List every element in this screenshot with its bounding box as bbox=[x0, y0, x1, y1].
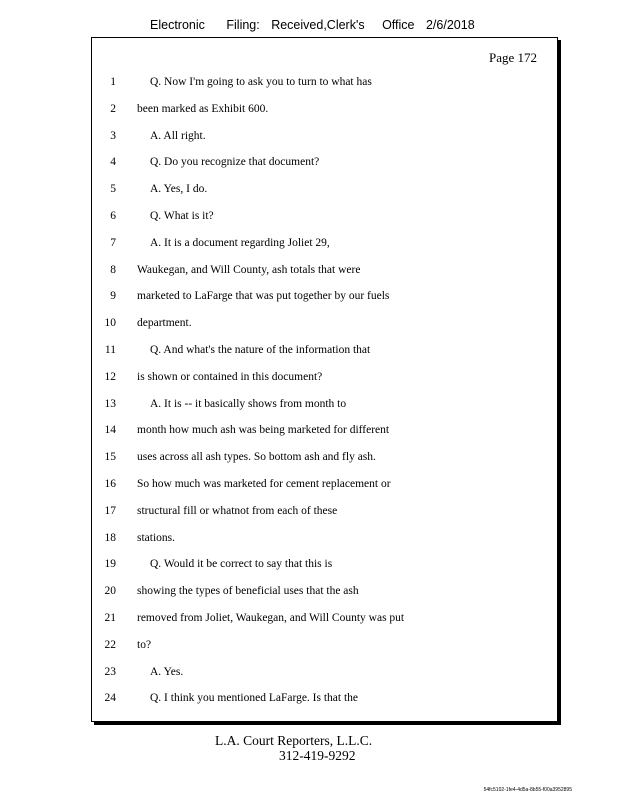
line-text: A. It is a document regarding Joliet 29, bbox=[150, 236, 330, 249]
transcript-line bbox=[92, 503, 557, 519]
transcript-line bbox=[92, 74, 557, 90]
transcript-line bbox=[92, 208, 557, 224]
line-text: month how much ash was being marketed for different bbox=[137, 424, 390, 437]
transcript-line bbox=[92, 154, 557, 170]
line-number: 1 bbox=[110, 76, 116, 88]
line-number: 20 bbox=[104, 585, 116, 598]
line-text: Waukegan, and Will County, ash totals that were bbox=[137, 263, 361, 276]
header-filing: Filing: bbox=[226, 18, 260, 32]
line-number: 18 bbox=[104, 531, 116, 544]
transcript-line bbox=[92, 101, 557, 117]
line-number: 16 bbox=[104, 478, 116, 490]
filing-header bbox=[150, 18, 475, 32]
line-number: 4 bbox=[110, 156, 116, 169]
line-number: 2 bbox=[110, 102, 116, 115]
transcript-line bbox=[92, 342, 557, 358]
line-text: Q. And what's the nature of the information that bbox=[150, 344, 371, 356]
line-text: showing the types of beneficial uses that the ash bbox=[137, 585, 359, 598]
line-number: 12 bbox=[104, 370, 116, 383]
line-number: 19 bbox=[104, 558, 116, 571]
transcript-line bbox=[92, 449, 557, 465]
transcript-line bbox=[92, 556, 557, 572]
line-number: 8 bbox=[110, 263, 116, 276]
transcript-line bbox=[92, 288, 557, 304]
transcript-line bbox=[92, 235, 557, 251]
header-electronic: Electronic bbox=[150, 18, 205, 32]
line-text: uses across all ash types. So bottom ash and fly ash. bbox=[137, 451, 376, 464]
line-text: A. Yes, I do. bbox=[150, 183, 208, 196]
transcript-line bbox=[92, 690, 557, 706]
footer bbox=[215, 733, 372, 763]
line-text: structural fill or whatnot from each of these bbox=[137, 504, 338, 517]
page-number: Page 172 bbox=[488, 50, 537, 65]
line-text: Q. Would it be correct to say that this is bbox=[150, 558, 333, 571]
transcript-line bbox=[92, 610, 557, 626]
transcript-line bbox=[92, 369, 557, 385]
line-text: Q. Do you recognize that document? bbox=[150, 156, 320, 169]
line-text: removed from Joliet, Waukegan, and Will County was put bbox=[137, 612, 405, 624]
line-number: 24 bbox=[104, 692, 116, 705]
line-number: 17 bbox=[104, 504, 116, 517]
header-received: Received,Clerk's bbox=[271, 18, 365, 32]
transcript-line bbox=[92, 637, 557, 653]
line-number: 9 bbox=[110, 290, 116, 303]
document-id: 54fc5102-1fe4-4d5a-8b55-f00a3952895 bbox=[483, 787, 572, 793]
line-text: department. bbox=[137, 317, 192, 330]
transcript-line bbox=[92, 128, 557, 144]
transcript-line bbox=[92, 476, 557, 492]
header-date: 2/6/2018 bbox=[425, 18, 475, 32]
line-number: 21 bbox=[104, 612, 116, 624]
line-number: 7 bbox=[110, 236, 116, 249]
line-number: 3 bbox=[110, 129, 116, 142]
line-text: stations. bbox=[137, 531, 176, 544]
transcript-line bbox=[92, 422, 557, 438]
footer-company: L.A. Court Reporters, L.L.C. bbox=[215, 733, 373, 748]
line-number: 14 bbox=[104, 424, 116, 437]
line-number: 11 bbox=[104, 344, 116, 356]
line-number: 10 bbox=[104, 317, 116, 330]
transcript-line bbox=[92, 664, 557, 680]
line-number: 5 bbox=[110, 183, 116, 196]
line-text: A. It is -- it basically shows from month to bbox=[150, 397, 347, 410]
transcript-line bbox=[92, 396, 557, 412]
header-office: Office bbox=[382, 18, 415, 32]
line-number: 6 bbox=[110, 210, 116, 222]
line-text: Q. I think you mentioned LaFarge. Is that the bbox=[150, 692, 359, 705]
line-text: So how much was marketed for cement replacement or bbox=[137, 478, 391, 490]
line-text: A. All right. bbox=[150, 129, 206, 142]
line-number: 22 bbox=[104, 638, 116, 651]
transcript-page bbox=[91, 37, 558, 722]
line-text: been marked as Exhibit 600. bbox=[137, 102, 269, 115]
transcript-line bbox=[92, 315, 557, 331]
transcript-line bbox=[92, 181, 557, 197]
line-text: marketed to LaFarge that was put together by our fuels bbox=[137, 290, 390, 303]
line-number: 15 bbox=[104, 451, 116, 464]
line-number: 13 bbox=[104, 397, 116, 410]
line-text: Q. What is it? bbox=[150, 210, 214, 222]
line-text: Q. Now I'm going to ask you to turn to what has bbox=[150, 76, 372, 88]
line-text: to? bbox=[137, 638, 152, 651]
footer-phone: 312-419-9292 bbox=[279, 748, 356, 763]
transcript-line bbox=[92, 262, 557, 278]
line-text: is shown or contained in this document? bbox=[137, 370, 323, 383]
transcript-line bbox=[92, 530, 557, 546]
transcript-line bbox=[92, 583, 557, 599]
line-text: A. Yes. bbox=[150, 665, 184, 678]
line-number: 23 bbox=[104, 665, 116, 678]
